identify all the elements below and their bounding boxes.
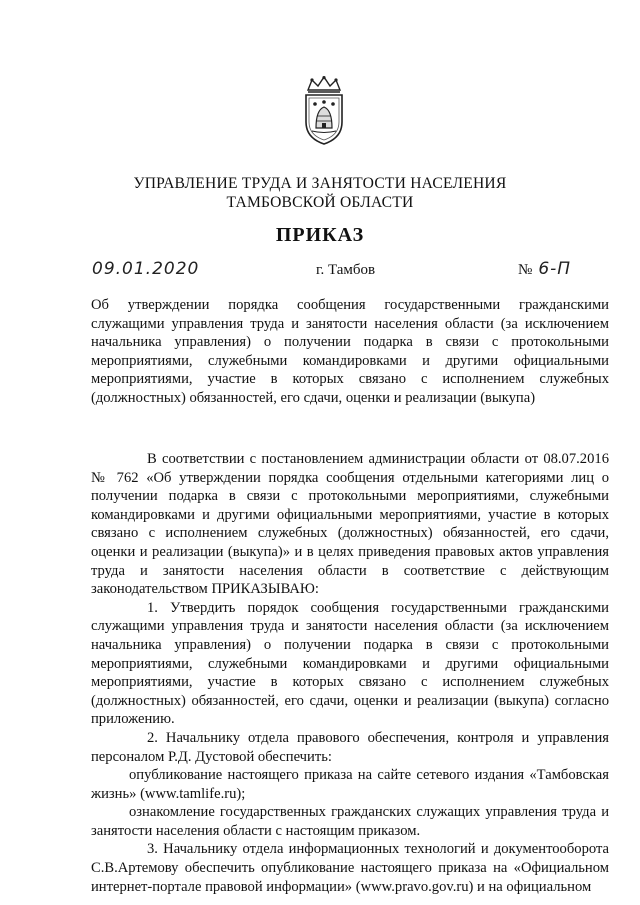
order-number (518, 259, 571, 279)
order-subject: Об утверждении порядка сообщения государственными гражданскими служащими управления труда и занятости населения области (за исключением начальника управления) о получении подарка в связи с протокольными мероприятиями, служебными командировками и другими официальными мероприятиями, участие в которых связано с исполнением служебных (должностных) обязанностей, его сдачи, оценки и реализации (выкупа) (91, 297, 609, 406)
organization-name-line-2: ТАМБОВСКОЙ ОБЛАСТИ (226, 194, 414, 211)
item-1-paragraph: 1. Утвердить порядок сообщения государственными гражданскими служащими управления труда и занятости населения области (за исключением начальника управления) о получении подарка в связи с протокольными мероприятиями, служебными командировками и другими официальными мероприятиями, участие в которых связано с исполнением служебных (должностных) обязанностей, его сдачи, оценки и реализации (выкупа) согласно приложению. (91, 599, 609, 728)
number-sign: № (518, 262, 533, 278)
preamble-paragraph: В соответствии с постановлением администрации области от 08.07.2016 № 762 «Об утверждении порядка сообщения отдельными категориями лиц о получении подарка в связи с протокольными мероприятиями, служебными командировками и другими официальными мероприятиями, участие в которых связано с исполнением служебных (должностных) обязанностей, его сдачи, оценки и реализации (выкупа)» и в целях приведения правовых актов управления труда и занятости населения области в соответствие с действующим законодательством ПРИКАЗЫВАЮ: (91, 451, 609, 598)
item-2-paragraph: 2. Начальнику отдела правового обеспечения, контроля и управления персоналом Р.Д. Дустовой обеспечить: (91, 729, 609, 765)
item-3-paragraph: 3. Начальнику отдела информационных технологий и документооборота С.В.Артемову обеспечить опубликование настоящего приказа на «Официальном интернет-портале правовой информации» (www.pravo.gov.ru) и на официальном (91, 841, 609, 895)
coat-of-arms-emblem (298, 76, 350, 146)
issue-city: г. Тамбов (316, 262, 376, 278)
document-type-title: ПРИКАЗ (275, 224, 365, 246)
item-2a-paragraph: опубликование настоящего приказа на сайте сетевого издания «Тамбовская жизнь» (www.tamlife.ru); (91, 767, 609, 802)
order-date: 09.01.2020 (92, 259, 200, 279)
order-body (91, 450, 609, 896)
order-number-value: 6-П (538, 259, 572, 279)
item-2b-paragraph: ознакомление государственных гражданских служащих управления труда и занятости населения области с настоящим приказом. (91, 804, 609, 839)
organization-name-line-1: УПРАВЛЕНИЕ ТРУДА И ЗАНЯТОСТИ НАСЕЛЕНИЯ (133, 175, 507, 192)
